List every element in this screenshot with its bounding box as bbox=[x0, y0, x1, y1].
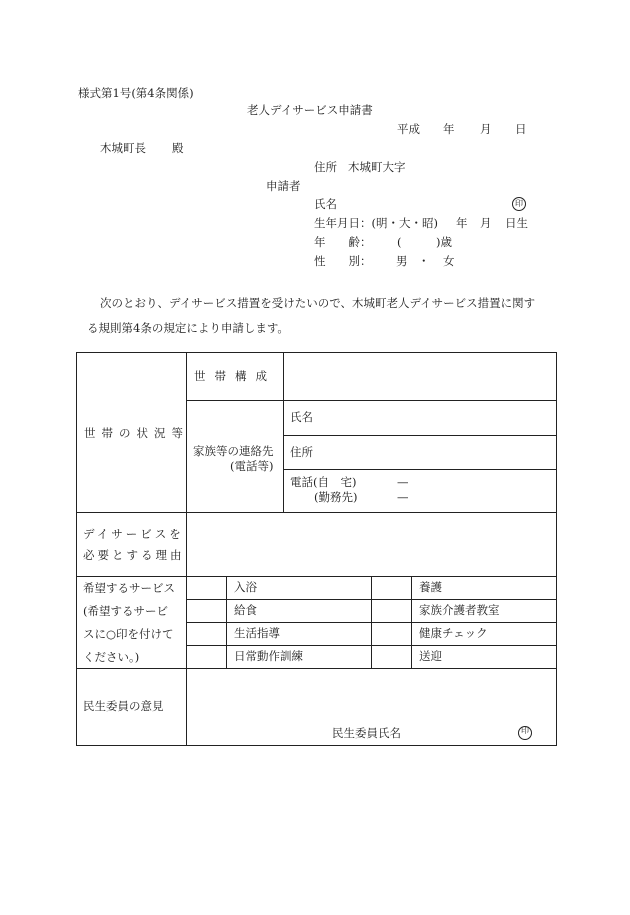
table-border-bottom bbox=[76, 745, 557, 746]
services-label-line4: ください。) bbox=[83, 650, 140, 664]
birth-label: 生年月日：(明・大・昭) bbox=[314, 216, 438, 230]
table-divider bbox=[226, 576, 227, 668]
gender-female: 女 bbox=[443, 254, 455, 268]
address-label: 住所 bbox=[314, 160, 337, 174]
form-number: 様式第1号(第4条関係) bbox=[78, 86, 194, 100]
applicant-label: 申請者 bbox=[266, 179, 301, 193]
contact-label-2: (電話等) bbox=[230, 459, 274, 473]
form-title: 老人デイサービス申請書 bbox=[247, 103, 373, 117]
birth-month: 月 bbox=[480, 216, 492, 230]
table-rule bbox=[283, 469, 557, 470]
date-year: 年 bbox=[443, 122, 455, 136]
date-day: 日 bbox=[515, 122, 527, 136]
table-rule bbox=[76, 512, 557, 513]
seal-icon: 印 bbox=[518, 726, 532, 740]
household-composition-label: 世帯構成 bbox=[194, 369, 276, 383]
services-label-line1: 希望するサービス bbox=[83, 581, 175, 595]
commissioner-name-label: 民生委員氏名 bbox=[332, 726, 401, 740]
name-label: 氏名 bbox=[314, 197, 337, 211]
table-divider-household bbox=[283, 352, 284, 512]
birth-year: 年 bbox=[456, 216, 468, 230]
table-rule bbox=[76, 576, 557, 577]
household-status-label: 世帯の状況等 bbox=[84, 426, 189, 440]
address-value: 木城町大字 bbox=[348, 160, 406, 174]
reason-label-line1: デイサービスを bbox=[83, 527, 184, 541]
age-label: 年 齢： bbox=[314, 235, 372, 249]
birth-day: 日生 bbox=[505, 216, 528, 230]
table-border-top bbox=[76, 352, 557, 353]
contact-address-label: 住所 bbox=[290, 445, 313, 459]
body-text-line2: る規則第4条の規定により申請します。 bbox=[87, 321, 289, 335]
body-text-line1: 次のとおり、デイサービス措置を受けたいので、木城町老人デイサービス措置に関す bbox=[100, 296, 536, 310]
contact-name-label: 氏名 bbox=[290, 410, 313, 424]
gender-label: 性 別： bbox=[314, 254, 372, 268]
service-family-class: 家族介護者教室 bbox=[419, 603, 500, 617]
phone-work-label: (勤務先) bbox=[314, 490, 358, 504]
age-value: ( )歳 bbox=[397, 235, 452, 249]
gender-male: 男 bbox=[396, 254, 408, 268]
table-border-left bbox=[76, 352, 77, 746]
date-month: 月 bbox=[480, 122, 492, 136]
date-era: 平成 bbox=[397, 122, 420, 136]
service-transport: 送迎 bbox=[419, 649, 442, 663]
service-daily-training: 日常動作訓練 bbox=[234, 649, 303, 663]
honorific: 殿 bbox=[172, 141, 184, 155]
service-bathing: 入浴 bbox=[234, 580, 257, 594]
phone-work-dash: — bbox=[397, 490, 409, 504]
recipient: 木城町長 bbox=[100, 141, 146, 155]
table-rule bbox=[186, 400, 557, 401]
reason-label-line2: 必要とする理由 bbox=[83, 548, 185, 562]
phone-home-dash: — bbox=[397, 475, 409, 489]
gender-separator: ・ bbox=[418, 254, 430, 268]
service-life-guidance: 生活指導 bbox=[234, 626, 280, 640]
opinion-label: 民生委員の意見 bbox=[83, 699, 164, 713]
contact-label-1: 家族等の連絡先 bbox=[193, 444, 274, 458]
table-rule bbox=[283, 435, 557, 436]
service-meals: 給食 bbox=[234, 603, 257, 617]
table-divider bbox=[411, 576, 412, 668]
table-rule bbox=[76, 668, 557, 669]
seal-icon: 印 bbox=[512, 197, 526, 211]
table-border-right bbox=[556, 352, 557, 746]
services-label-line2: (希望するサービ bbox=[83, 604, 168, 618]
table-divider bbox=[371, 576, 372, 668]
phone-home-label: 電話(自 宅) bbox=[290, 475, 357, 489]
service-care: 養護 bbox=[419, 580, 442, 594]
services-label-line3: スに○印を付けて bbox=[83, 627, 174, 641]
service-health-check: 健康チェック bbox=[419, 626, 488, 640]
table-divider-main bbox=[186, 352, 187, 746]
